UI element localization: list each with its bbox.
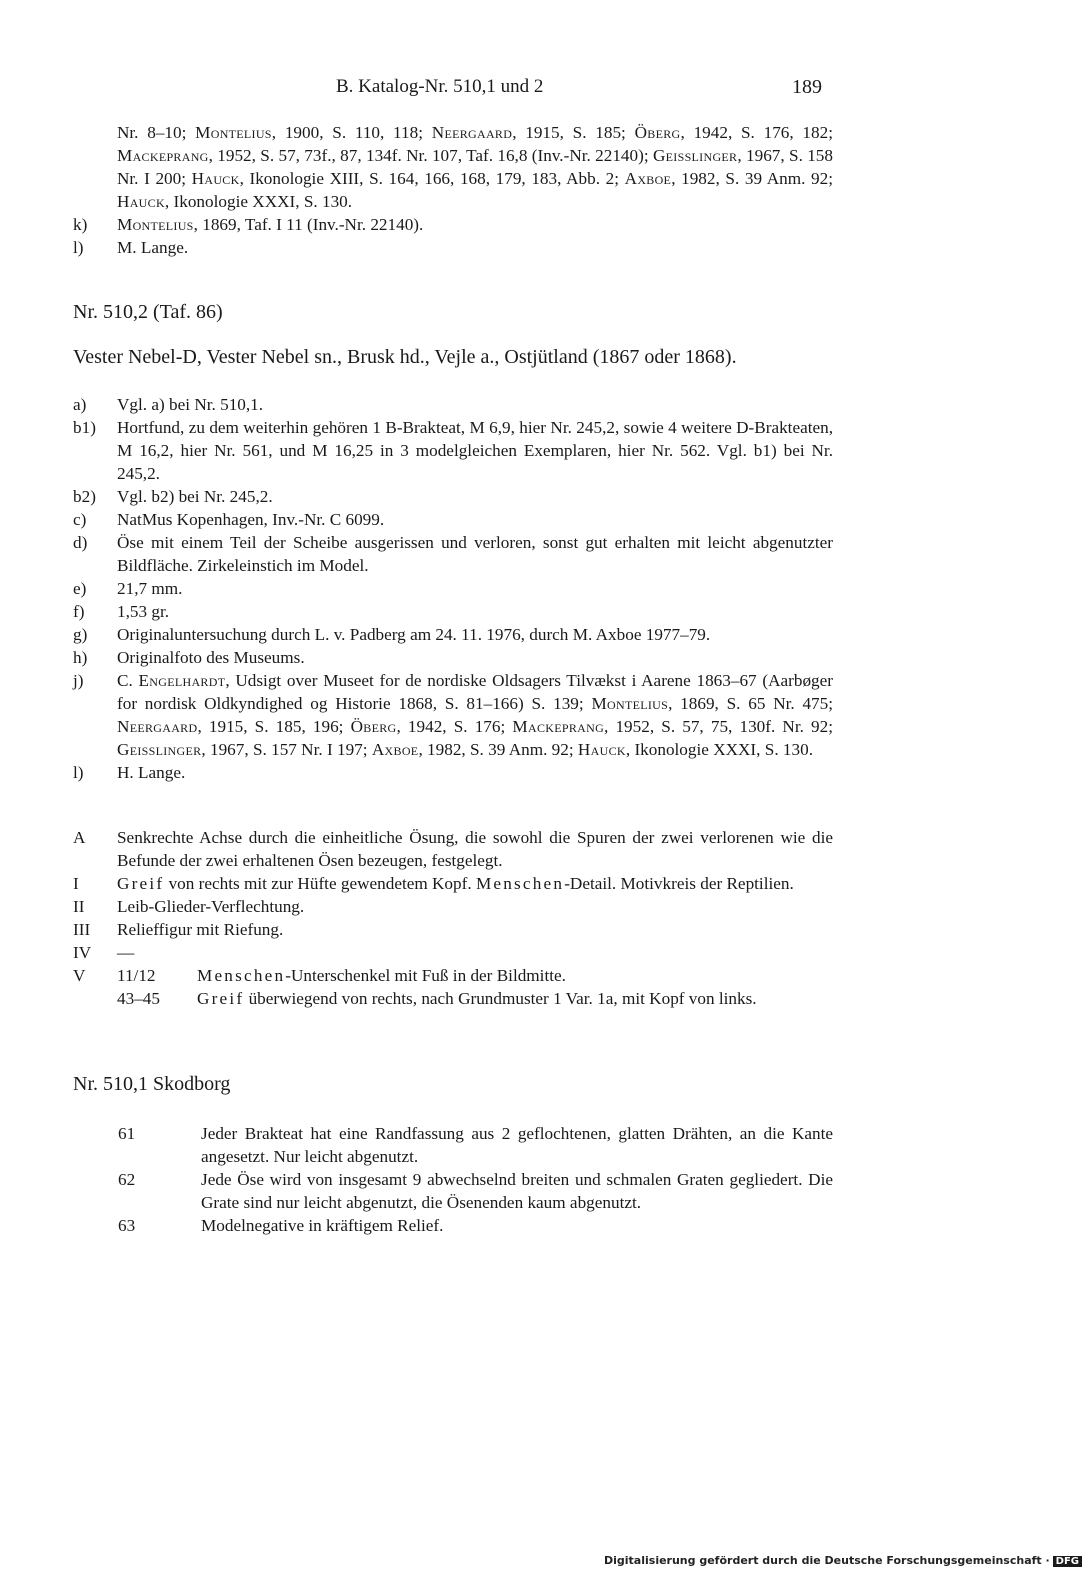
running-head-title: B. Katalog-Nr. 510,1 und 2 — [336, 76, 544, 97]
code-text: Relieffigur mit Riefung. — [117, 920, 284, 939]
item-label: b1) — [73, 418, 96, 437]
entry-item — [73, 669, 833, 761]
item-label: c) — [73, 510, 87, 529]
entry-location: Vester Nebel-D, Vester Nebel sn., Brusk hd., Vejle a., Ostjütland (1867 oder 1868). — [73, 346, 737, 368]
item-label: b2) — [73, 487, 96, 506]
item-text: Öse mit einem Teil der Scheibe ausgerissen und verloren, sonst gut erhalten mit leicht abgenutzter Bildfläche. Zirkeleinstich im Model. — [117, 533, 833, 575]
item-l-text: M. Lange. — [117, 238, 189, 257]
code-label: III — [73, 920, 91, 939]
item-label: g) — [73, 625, 88, 644]
item-text: Vgl. a) bei Nr. 510,1. — [117, 395, 264, 414]
dfg-logo: DFG — [1053, 1556, 1082, 1567]
detail-number: 63 — [118, 1216, 136, 1235]
item-label: e) — [73, 579, 87, 598]
item-text: Vgl. b2) bei Nr. 245,2. — [117, 487, 273, 506]
item-text: 1,53 gr. — [117, 602, 170, 621]
code-label: A — [73, 828, 86, 847]
entry-items — [73, 393, 833, 784]
item-text: Originaluntersuchung durch L. v. Padberg am 24. 11. 1976, durch M. Axboe 1977–79. — [117, 625, 711, 644]
item-text: Hortfund, zu dem weiterhin gehören 1 B-Brakteat, M 6,9, hier Nr. 245,2, sowie 4 weitere D-Brakteaten, M 16,2, hier Nr. 561, und M 16,25 in 3 modelgleichen Exemplaren, hier Nr. 562. Vgl. b1) bei Nr. 245,2. — [117, 418, 833, 483]
entry-item — [73, 761, 833, 784]
entry-item — [73, 416, 833, 485]
code-item — [73, 895, 833, 918]
detail-text: Jede Öse wird von insgesamt 9 abwechselnd breiten und schmalen Graten gegliedert. Die Grate sind nur leicht abgenutzt, die Ösenenden kaum abgenutzt. — [201, 1170, 833, 1212]
detail-number: 61 — [118, 1124, 136, 1143]
code-label: V — [73, 966, 86, 985]
code-label: IV — [73, 943, 92, 962]
code-item — [73, 941, 833, 964]
page-number: 189 — [792, 76, 822, 98]
item-label: h) — [73, 648, 88, 667]
detail-number: 62 — [118, 1170, 136, 1189]
item-text: NatMus Kopenhagen, Inv.-Nr. C 6099. — [117, 510, 385, 529]
code-item — [73, 872, 833, 895]
item-text: Originalfoto des Museums. — [117, 648, 305, 667]
footer-text: Digitalisierung gefördert durch die Deutsche Forschungsgemeinschaft · — [604, 1554, 1050, 1567]
entry-item — [73, 577, 833, 600]
digitization-footer — [604, 1554, 1082, 1567]
code-label: II — [73, 897, 85, 916]
code-text: Greif überwiegend von rechts, nach Grundmuster 1 Var. 1a, mit Kopf von links. — [197, 989, 757, 1008]
code-text: — — [117, 943, 135, 962]
item-text: 21,7 mm. — [117, 579, 183, 598]
detail-text: Modelnegative in kräftigem Relief. — [201, 1216, 444, 1235]
detail-text: Jeder Brakteat hat eine Randfassung aus 2 geflochtenen, glatten Drähten, an die Kante angesetzt. Nur leicht abgenutzt. — [201, 1124, 833, 1166]
code-item — [73, 826, 833, 872]
continued-reference-text: Nr. 8–10; Montelius, 1900, S. 110, 118; Neergaard, 1915, S. 185; Öberg, 1942, S. 176, 182; Mackeprang, 1952, S. 57, 73f., 87, 134f. Nr. 107, Taf. 16,8 (Inv.-Nr. 22140); Geisslinger, 1967, S. 158 Nr. I 200; Hauck, Ikonologie XIII, S. 164, 166, 168, 179, 183, Abb. 2; Axboe, 1982, S. 39 Anm. 92; Hauck, Ikonologie XXXI, S. 130. — [117, 123, 834, 211]
item-label: j) — [73, 671, 84, 690]
code-label: I — [73, 874, 79, 893]
item-label: k) — [73, 215, 88, 234]
detail-row — [73, 1168, 833, 1214]
code-text: Leib-Glieder-Verflechtung. — [117, 897, 305, 916]
code-text: Senkrechte Achse durch die einheitliche Ösung, die sowohl die Spuren der zwei verlorenen wie die Befunde der zwei erhaltenen Ösen bezeugen, festgelegt. — [117, 828, 833, 870]
detail-row — [73, 1214, 833, 1237]
code-number: 43–45 — [117, 989, 160, 1008]
running-head — [0, 76, 1000, 106]
item-label: a) — [73, 395, 87, 414]
code-item — [73, 918, 833, 941]
detail-row — [73, 1122, 833, 1168]
entry-item — [73, 508, 833, 531]
item-text: C. Engelhardt, Udsigt over Museet for de nordiske Oldsagers Tilvækst i Aarene 1863–67 (Aarbøger for nordisk Oldkyndighed og Historie 1868, S. 81–166) S. 139; Montelius, 1869, S. 65 Nr. 475; Neergaard, 1915, S. 185, 196; Öberg, 1942, S. 176; Mackeprang, 1952, S. 57, 75, 130f. Nr. 92; Geisslinger, 1967, S. 157 Nr. I 197; Axboe, 1982, S. 39 Anm. 92; Hauck, Ikonologie XXXI, S. 130. — [117, 671, 834, 759]
section-detail-list — [73, 1122, 833, 1237]
code-number: 11/12 — [117, 966, 156, 985]
entry-item — [73, 600, 833, 623]
section-heading: Nr. 510,1 Skodborg — [73, 1073, 231, 1095]
item-label: l) — [73, 763, 84, 782]
entry-item — [73, 646, 833, 669]
code-text: Menschen-Unterschenkel mit Fuß in der Bildmitte. — [197, 966, 566, 985]
entry-item — [73, 393, 833, 416]
item-text: H. Lange. — [117, 763, 186, 782]
item-label: l) — [73, 238, 84, 257]
entry-heading: Nr. 510,2 (Taf. 86) — [73, 301, 223, 323]
entry-item — [73, 485, 833, 508]
item-label: f) — [73, 602, 85, 621]
code-v-row — [73, 964, 833, 987]
item-label: d) — [73, 533, 88, 552]
item-k-text: Montelius, 1869, Taf. I 11 (Inv.-Nr. 22140). — [117, 215, 424, 234]
code-v-row — [73, 987, 833, 1010]
code-text: Greif von rechts mit zur Hüfte gewendetem Kopf. Menschen-Detail. Motivkreis der Reptilien. — [117, 874, 794, 893]
continued-references — [73, 121, 833, 259]
code-list — [73, 826, 833, 1010]
entry-item — [73, 531, 833, 577]
entry-item — [73, 623, 833, 646]
